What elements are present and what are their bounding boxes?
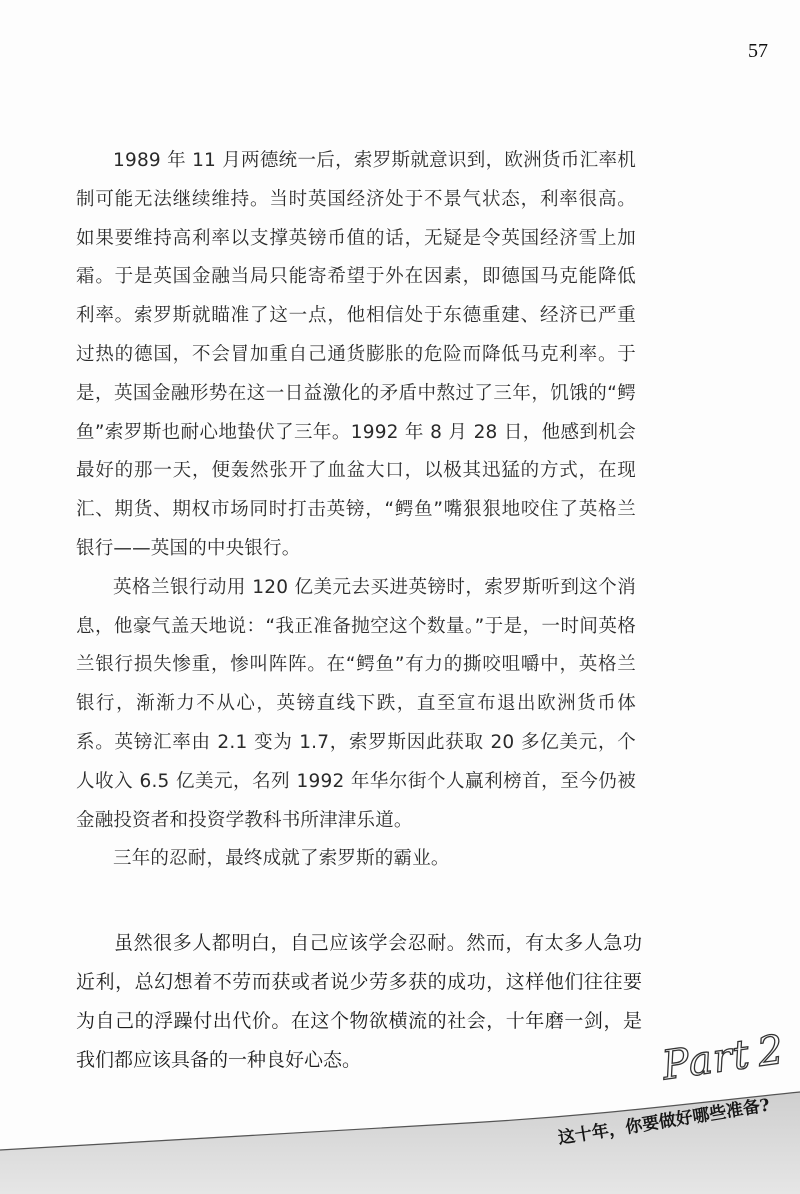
footer-band [0, 1080, 800, 1194]
part-word: Part [659, 1031, 754, 1090]
summary-paragraph: 虽然很多人都明白，自己应该学会忍耐。然而，有太多人急功近利，总幻想着不劳而获或者说少劳多获的成功，这样他们往往要为自己的浮躁付出代价。在这个物欲横流的社会，十年磨一剑，是我们都应该具备的一种良好心态。 [76, 932, 642, 1071]
page-number: 57 [748, 40, 768, 62]
part-number: 2 [754, 1026, 788, 1076]
paragraph: 1989 年 11 月两德统一后，索罗斯就意识到，欧洲货币汇率机制可能无法继续维持。当时英国经济处于不景气状态，利率很高。如果要维持高利率以支撑英镑币值的话，无疑是令英国经济雪上加霜。于是英国金融当局只能寄希望于外在因素，即德国马克能降低利率。索罗斯就瞄准了这一点，他相信处于东德重建、经济已严重过热的德国，不会冒加重自己通货膨胀的危险而降低马克利率。于是，英国金融形势在这一日益激化的矛盾中熬过了三年，饥饿的“鳄鱼”索罗斯也耐心地蛰伏了三年。1992 年 8 月 28 日，他感到机会最好的那一天，便轰然张开了血盆大口，以极其迅猛的方式，在现汇、期货、期权市场同时打击英镑，“鳄鱼”嘴狠狠地咬住了英格兰银行——英国的中央银行。 [76, 150, 636, 559]
paragraph: 三年的忍耐，最终成就了索罗斯的霸业。 [113, 848, 450, 870]
body-text [76, 142, 636, 879]
paragraph: 英格兰银行动用 120 亿美元去买进英镑时，索罗斯听到这个消息，他豪气盖天地说：“我正准备抛空这个数量。”于是，一时间英格兰银行损失惨重，惨叫阵阵。在“鳄鱼”有力的撕咬咀嚼中，英格兰银行，渐渐力不从心，英镑直线下跌，直至宣布退出欧洲货币体系。英镑汇率由 2.1 变为 1.7，索罗斯因此获取 20 多亿美元，个人收入 6.5 亿美元，名列 1992 年华尔街个人赢利榜首，至今仍被金融投资者和投资学教科书所津津乐道。 [76, 576, 636, 831]
chapter-caption: 这十年，你要做好哪些准备? [556, 1095, 772, 1149]
